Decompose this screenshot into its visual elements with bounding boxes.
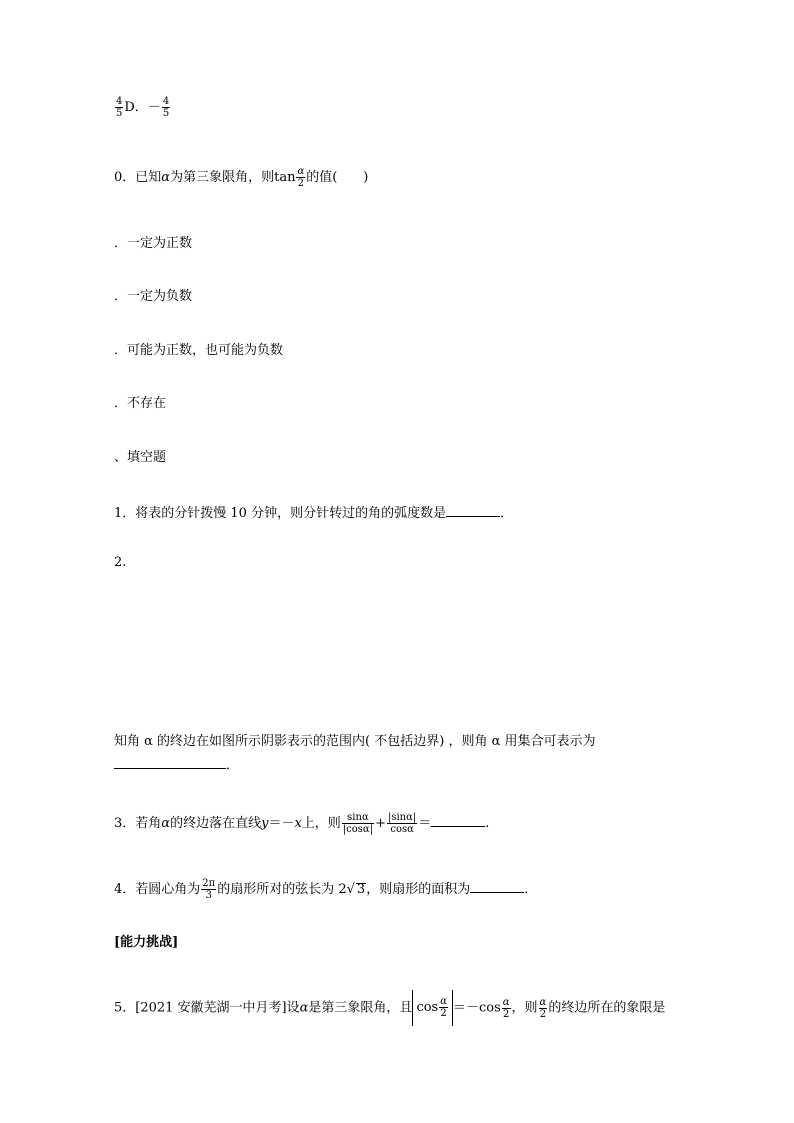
alpha-symbol: α xyxy=(161,816,171,831)
abs-sin-over-cos-fraction xyxy=(387,812,417,835)
question-text: 的扇形所对的弦长为 2 xyxy=(217,882,347,897)
answer-blank[interactable] xyxy=(114,756,226,769)
alpha-over-two-fraction xyxy=(296,166,305,189)
question-text: 3．若角 xyxy=(114,816,162,831)
section-heading: 、填空题 xyxy=(114,450,167,465)
question-text: ，则扇形的面积为 xyxy=(366,882,471,897)
fraction-numerator: sinα xyxy=(342,812,374,824)
question-text: 5．[2021 安徽芜湖一中月考]设 xyxy=(114,1000,300,1016)
question-2-answer xyxy=(114,756,239,772)
fraction-numerator: |sinα| xyxy=(387,812,417,823)
question-number: 0 xyxy=(114,170,123,185)
fraction-denominator: cosα xyxy=(390,824,414,835)
option-d[interactable]: ．不存在 xyxy=(114,396,167,411)
answer-blank[interactable] xyxy=(431,814,485,827)
question-text: 是第三象限角，且 xyxy=(308,1000,413,1016)
question-end: ． xyxy=(524,882,538,897)
fraction-numerator: α xyxy=(440,996,447,1007)
fraction-denominator: 2 xyxy=(502,1008,510,1020)
option-c[interactable]: ．可能为正数，也可能为负数 xyxy=(114,343,284,358)
fraction-numerator: α xyxy=(297,166,305,177)
plus-sign: + xyxy=(375,816,386,831)
question-1 xyxy=(114,504,513,520)
question-5 xyxy=(114,990,665,1026)
option-c-fraction xyxy=(115,96,123,119)
question-text: ．已知 xyxy=(122,170,162,185)
fraction-denominator: 5 xyxy=(116,108,123,119)
option-b[interactable]: ．一定为负数 xyxy=(114,289,193,304)
tan-function: tan xyxy=(274,170,296,185)
question-2-text: 知角 α 的终边在如图所示阴影表示的范围内( 不包括边界) ，则角 α 用集合可表示为 xyxy=(114,734,596,749)
fraction-numerator: 4 xyxy=(162,96,170,107)
alpha-over-two-fraction xyxy=(539,997,548,1020)
equals-minus-cos: ＝－cos xyxy=(452,1000,501,1016)
sin-over-abs-cos-fraction xyxy=(342,812,374,835)
two-pi-over-three-fraction xyxy=(201,878,216,901)
question-text: 上，则 xyxy=(301,816,341,831)
question-text: 的终边落在直线 xyxy=(170,816,262,831)
question-end: ． xyxy=(500,506,514,521)
question-10 xyxy=(114,166,368,189)
alpha-symbol: α xyxy=(161,170,171,185)
sqrt-radicand: 3 xyxy=(356,882,366,897)
alpha-over-two-fraction xyxy=(439,996,448,1019)
question-text: ，则 xyxy=(511,1000,538,1016)
question-end: . xyxy=(485,816,490,831)
fraction-denominator: |cosα| xyxy=(342,824,374,835)
question-text: 的终边所在的象限是 xyxy=(548,1000,666,1016)
fraction-denominator: 3 xyxy=(205,890,212,901)
variable-x: x xyxy=(294,816,302,831)
fraction-numerator: 4 xyxy=(116,96,123,107)
fraction-denominator: 2 xyxy=(440,1008,447,1019)
question-4 xyxy=(114,878,537,901)
cos-function: cos xyxy=(416,1000,439,1015)
absolute-value xyxy=(412,990,453,1026)
question-3 xyxy=(114,812,489,835)
sqrt-icon: √ xyxy=(346,882,355,897)
fraction-numerator: α xyxy=(502,996,510,1008)
equals-minus: ＝－ xyxy=(268,816,295,831)
variable-y: y xyxy=(261,816,269,831)
top-options xyxy=(114,96,171,119)
fraction-numerator: 2π xyxy=(202,878,216,889)
question-text: 1．将表的分针拨慢 10 分钟，则分针转过的角的弧度数是 xyxy=(114,506,447,521)
fraction-denominator: 2 xyxy=(297,178,305,189)
question-text: 为第三象限角，则 xyxy=(170,170,275,185)
alpha-symbol: α xyxy=(299,1000,309,1016)
alpha-over-two-fraction xyxy=(502,997,511,1020)
fraction-denominator: 5 xyxy=(162,108,170,119)
option-a[interactable]: ．一定为正数 xyxy=(114,236,193,251)
question-2-number: 2. xyxy=(114,555,127,570)
fraction-numerator: α xyxy=(539,996,547,1008)
answer-blank[interactable] xyxy=(446,504,500,517)
answer-blank[interactable] xyxy=(470,880,524,893)
question-end: ． xyxy=(226,758,240,773)
ability-heading: [能力挑战] xyxy=(114,935,179,950)
option-d-label: D．－ xyxy=(124,100,161,115)
option-d-fraction xyxy=(162,96,170,119)
question-text: 的值( ) xyxy=(306,170,369,185)
question-text: 4．若圆心角为 xyxy=(114,882,201,897)
equals-sign: ＝ xyxy=(418,816,432,831)
fraction-denominator: 2 xyxy=(539,1008,547,1020)
